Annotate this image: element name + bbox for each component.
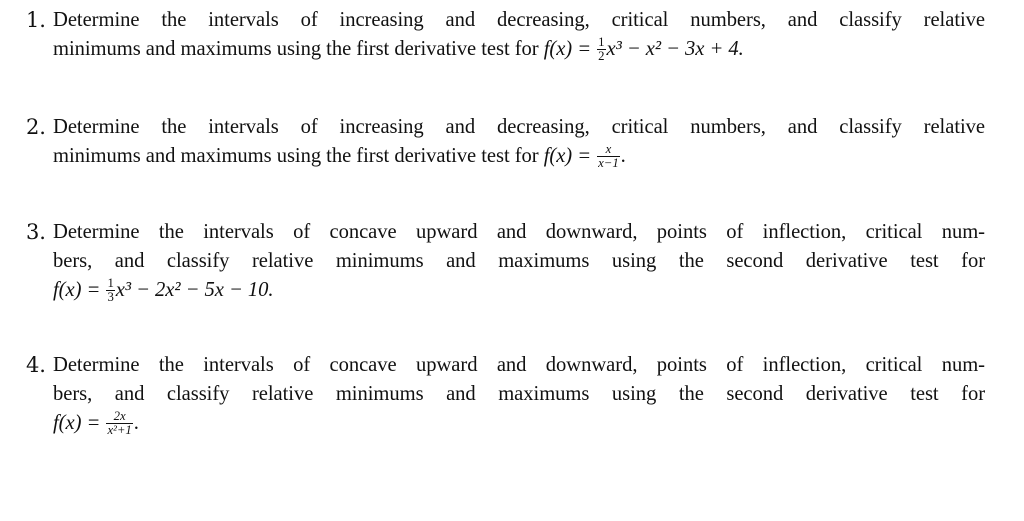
function-lhs: f(x) = <box>53 278 101 301</box>
problem-line: Determine the intervals of concave upward and downward, points of inflection, critical num- <box>53 354 985 376</box>
fraction <box>106 410 132 438</box>
fraction-denominator: x²+1 <box>107 422 132 437</box>
problem-line <box>53 276 985 305</box>
function-lhs: f(x) = <box>543 37 592 60</box>
function-rest: . <box>133 411 139 434</box>
problem-line <box>53 142 985 171</box>
problem-line-text: minimums and maximums using the first derivative test for <box>53 144 539 167</box>
function-rest: x³ − x² − 3x + 4. <box>606 37 744 60</box>
fraction-numerator: 2x <box>106 410 132 424</box>
fraction-denominator: 2 <box>598 49 605 64</box>
fraction-numerator: 1 <box>598 34 605 49</box>
function-definition <box>53 408 139 437</box>
fraction-denominator: 3 <box>107 289 114 304</box>
problem-text <box>53 218 985 304</box>
problem-text <box>53 6 985 64</box>
problem-number: 1. <box>26 8 46 32</box>
problem-line: Determine the intervals of increasing and decreasing, critical numbers, and classify relative <box>53 116 985 138</box>
problem-line: Determine the intervals of concave upward and downward, points of inflection, critical num- <box>53 221 985 243</box>
fraction <box>597 36 605 64</box>
function-lhs: f(x) = <box>53 411 101 434</box>
function-rest: . <box>620 144 626 167</box>
problem-number: 3. <box>26 220 46 244</box>
problem-text <box>53 351 985 437</box>
problem-line: bers, and classify relative minimums and maximums using the second derivative test for <box>53 249 985 272</box>
problem-number: 4. <box>26 353 46 377</box>
fraction <box>106 277 114 305</box>
function-definition <box>543 34 744 64</box>
fraction-numerator: x <box>597 143 620 157</box>
function-rest: x³ − 2x² − 5x − 10. <box>115 278 274 301</box>
problem-line <box>53 35 985 64</box>
problem-line: Determine the intervals of increasing and decreasing, critical numbers, and classify relative <box>53 9 985 31</box>
function-definition <box>543 141 626 171</box>
fraction-denominator: x−1 <box>598 156 619 171</box>
function-definition <box>53 275 274 304</box>
problem-number: 2. <box>26 115 46 139</box>
fraction <box>597 143 620 171</box>
problem-line: bers, and classify relative minimums and maximums using the second derivative test for <box>53 382 985 405</box>
problem-line-text: minimums and maximums using the first derivative test for <box>53 37 539 60</box>
function-lhs: f(x) = <box>543 144 592 167</box>
problem-line <box>53 409 985 438</box>
fraction-numerator: 1 <box>107 275 114 290</box>
problem-text <box>53 113 985 171</box>
